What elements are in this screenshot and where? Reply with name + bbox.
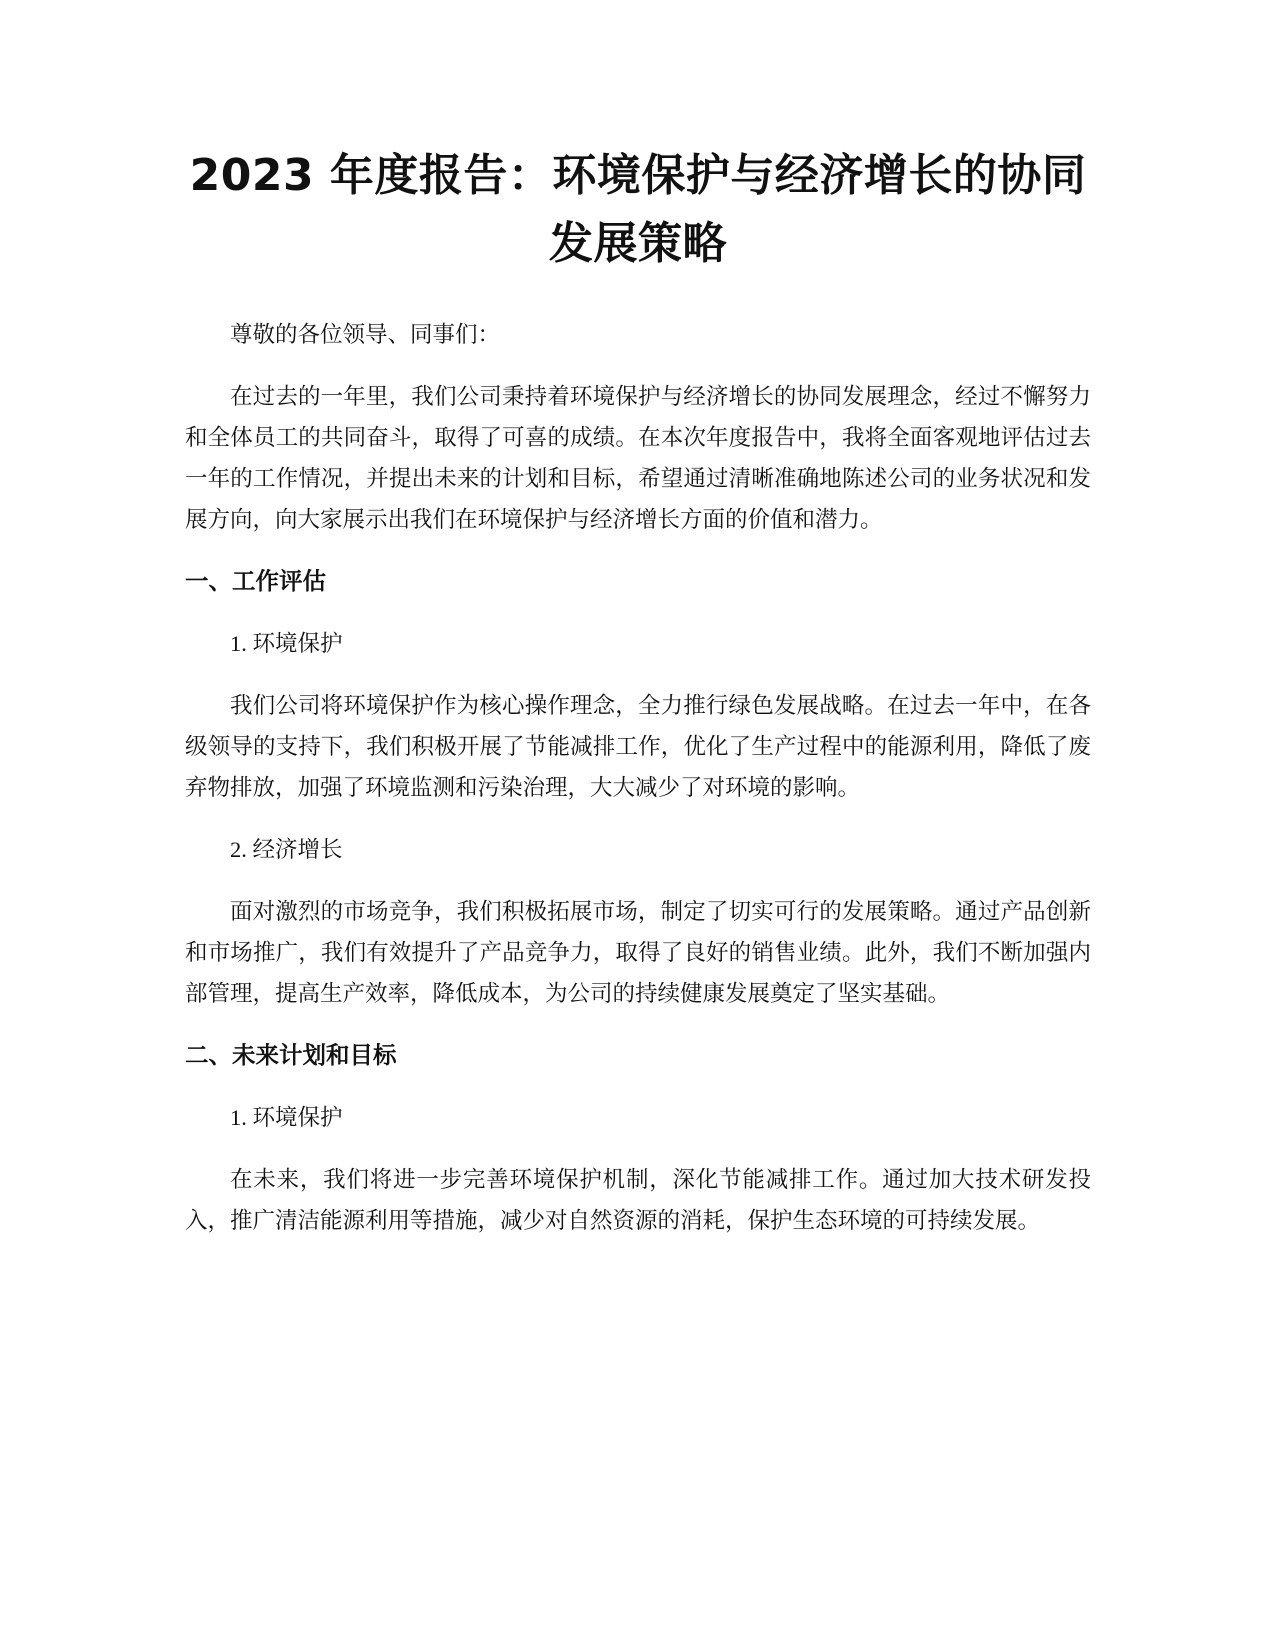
subheading-economy: 2. 经济增长 bbox=[230, 837, 343, 862]
intro-paragraph: 在过去的一年里，我们公司秉持着环境保护与经济增长的协同发展理念，经过不懈努力和全体员工的共同奋斗，取得了可喜的成绩。在本次年度报告中，我将全面客观地评估过去一年的工作情况，并提出未来的计划和目标，希望通过清晰准确地陈述公司的业务状况和发展方向，向大家展示出我们在环境保护与经济增长方面的价值和潜力。 bbox=[185, 384, 1091, 532]
greeting: 尊敬的各位领导、同事们： bbox=[230, 322, 501, 347]
section-heading-future-plans: 二、未来计划和目标 bbox=[185, 1041, 397, 1069]
section-heading-work-evaluation: 一、工作评估 bbox=[185, 567, 326, 595]
paragraph-future-environment: 在未来，我们将进一步完善环境保护机制，深化节能减排工作。通过加大技术研发投入，推广清洁能源利用等措施，减少对自然资源的消耗，保护生态环境的可持续发展。 bbox=[185, 1167, 1091, 1233]
document-page bbox=[185, 142, 1091, 1262]
subheading-environment: 1. 环境保护 bbox=[230, 631, 343, 656]
subheading-future-environment: 1. 环境保护 bbox=[230, 1105, 343, 1130]
paragraph-environment: 我们公司将环境保护作为核心操作理念，全力推行绿色发展战略。在过去一年中，在各级领导的支持下，我们积极开展了节能减排工作，优化了生产过程中的能源利用，降低了废弃物排放，加强了环境监测和污染治理，大大减少了对环境的影响。 bbox=[185, 693, 1091, 800]
paragraph-economy: 面对激烈的市场竞争，我们积极拓展市场，制定了切实可行的发展策略。通过产品创新和市场推广，我们有效提升了产品竞争力，取得了良好的销售业绩。此外，我们不断加强内部管理，提高生产效率，降低成本，为公司的持续健康发展奠定了坚实基础。 bbox=[185, 899, 1091, 1006]
document-title: 2023 年度报告：环境保护与经济增长的协同发展策略 bbox=[189, 150, 1087, 269]
